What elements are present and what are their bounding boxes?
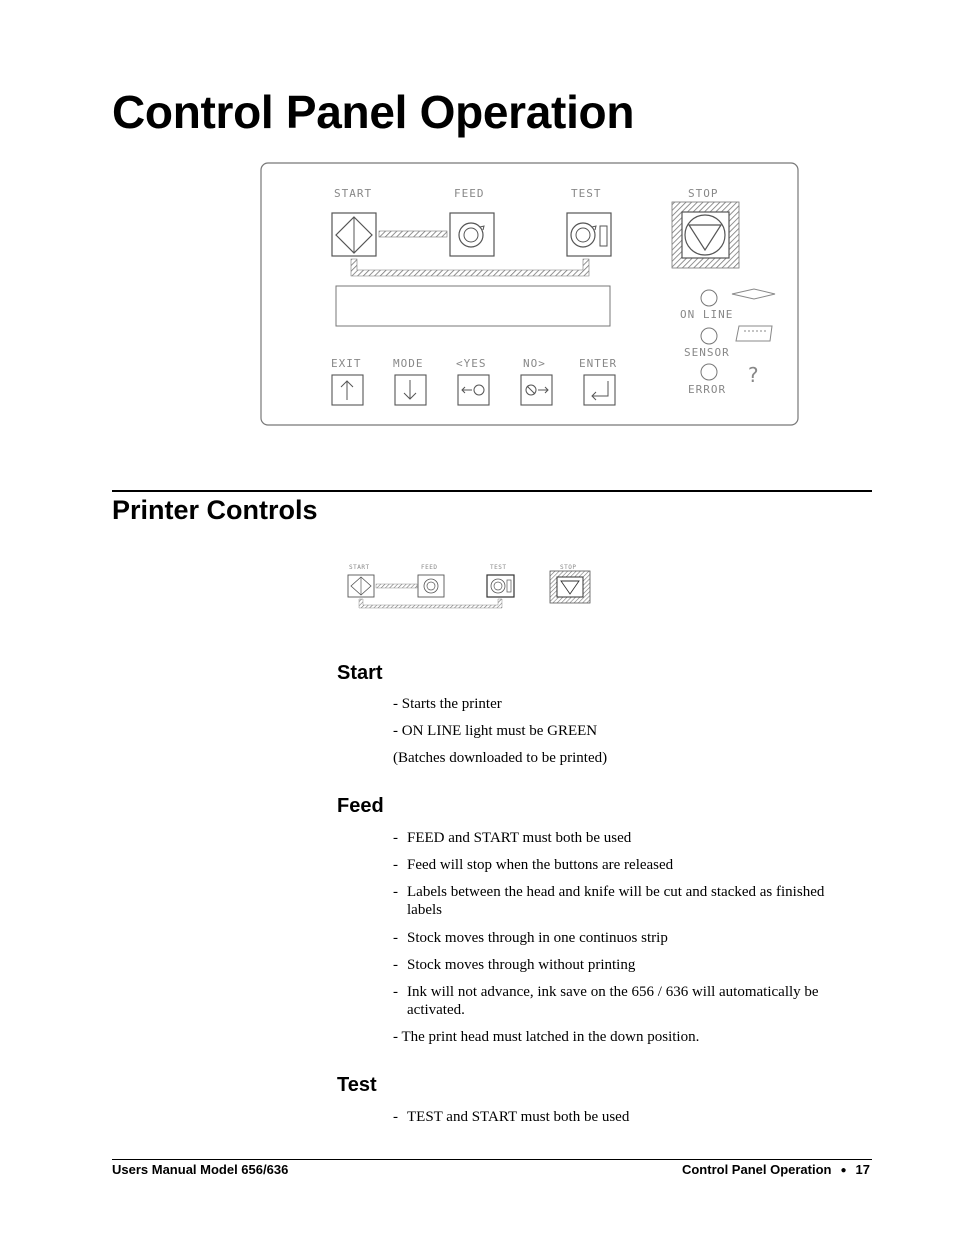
feed-item-5-text: Stock moves through without printing — [407, 957, 636, 973]
feed-item-3-text: Labels between the head and knife will be cut and stacked as finished labels — [407, 884, 825, 918]
feed-button[interactable] — [450, 213, 494, 256]
start-button[interactable] — [332, 213, 376, 256]
feed-button-small[interactable] — [418, 575, 444, 597]
feed-item-5 — [393, 956, 863, 974]
test-label: TEST — [571, 187, 602, 200]
dash-marker: - — [393, 930, 398, 946]
footer-chapter-title: Control Panel Operation — [681, 1162, 832, 1177]
dash-marker: - — [393, 830, 398, 846]
exit-label: EXIT — [331, 357, 362, 370]
stop-button[interactable] — [672, 202, 739, 268]
footer-manual-title: Users Manual Model 656/636 — [112, 1162, 289, 1177]
dash-marker: - — [393, 957, 398, 973]
feed-label: FEED — [454, 187, 485, 200]
no-button[interactable] — [521, 375, 552, 405]
control-panel-diagram — [258, 160, 802, 430]
test-heading: Test — [337, 1074, 377, 1096]
error-label: ERROR — [688, 383, 727, 396]
dash-marker: - — [393, 857, 398, 873]
online-indicator — [701, 289, 775, 306]
dash-marker: - — [393, 984, 398, 1000]
bullet-icon: ● — [840, 1165, 847, 1176]
display-window — [336, 286, 610, 326]
error-indicator — [701, 364, 717, 380]
feed-item-1-text: FEED and START must both be used — [407, 830, 632, 846]
connector-u — [351, 259, 589, 276]
feed-item-1 — [393, 829, 863, 847]
start-heading: Start — [337, 662, 383, 684]
feed-item-7: - The print head must latched in the down position. — [393, 1029, 700, 1045]
section-rule — [112, 490, 872, 492]
footer-right — [682, 1162, 870, 1177]
no-label: NO> — [523, 357, 546, 370]
printer-controls-diagram — [344, 561, 594, 611]
page-title: Control Panel Operation — [112, 86, 635, 138]
page-number: 17 — [855, 1162, 870, 1177]
yes-button[interactable] — [458, 375, 489, 405]
footer-rule — [112, 1159, 872, 1160]
stop-button-small[interactable] — [550, 571, 590, 603]
dash-marker: - — [393, 884, 398, 900]
online-label: ON LINE — [680, 308, 734, 321]
test-button-small[interactable] — [487, 575, 514, 597]
sensor-indicator — [701, 326, 772, 344]
mode-label: MODE — [393, 357, 424, 370]
stop-label: STOP — [688, 187, 719, 200]
feed-item-3 — [393, 883, 863, 919]
feed-item-6-text: Ink will not advance, ink save on the 656 / 636 will automatically be activated. — [407, 984, 819, 1018]
yes-label: <YES — [456, 357, 487, 370]
dash-marker: - — [393, 1109, 398, 1125]
feed-item-4 — [393, 929, 863, 947]
test-item-1 — [393, 1108, 863, 1126]
start-item-2: - ON LINE light must be GREEN — [393, 723, 598, 739]
mode-button[interactable] — [395, 375, 426, 405]
feed-item-2-text: Feed will stop when the buttons are released — [407, 857, 674, 873]
start-label-small: START — [349, 564, 370, 571]
stop-label-small: STOP — [560, 564, 577, 571]
question-mark: ? — [747, 363, 760, 387]
enter-label: ENTER — [579, 357, 618, 370]
connector-bar-small — [376, 584, 417, 588]
feed-heading: Feed — [337, 795, 384, 817]
feed-item-6 — [393, 983, 863, 1019]
test-item-1-text: TEST and START must both be used — [407, 1109, 630, 1125]
exit-button[interactable] — [332, 375, 363, 405]
start-item-3: (Batches downloaded to be printed) — [393, 750, 608, 766]
section-title: Printer Controls — [112, 495, 318, 525]
enter-button[interactable] — [584, 375, 615, 405]
test-button[interactable] — [567, 213, 611, 256]
feed-item-2 — [393, 856, 863, 874]
start-label: START — [334, 187, 373, 200]
connector-u-small — [359, 599, 502, 608]
start-button-small[interactable] — [348, 575, 374, 597]
sensor-label: SENSOR — [684, 346, 730, 359]
feed-item-4-text: Stock moves through in one continuos strip — [407, 930, 668, 946]
connector-bar — [379, 231, 447, 237]
test-label-small: TEST — [490, 564, 507, 571]
start-item-1: - Starts the printer — [393, 696, 502, 712]
feed-label-small: FEED — [421, 564, 438, 571]
